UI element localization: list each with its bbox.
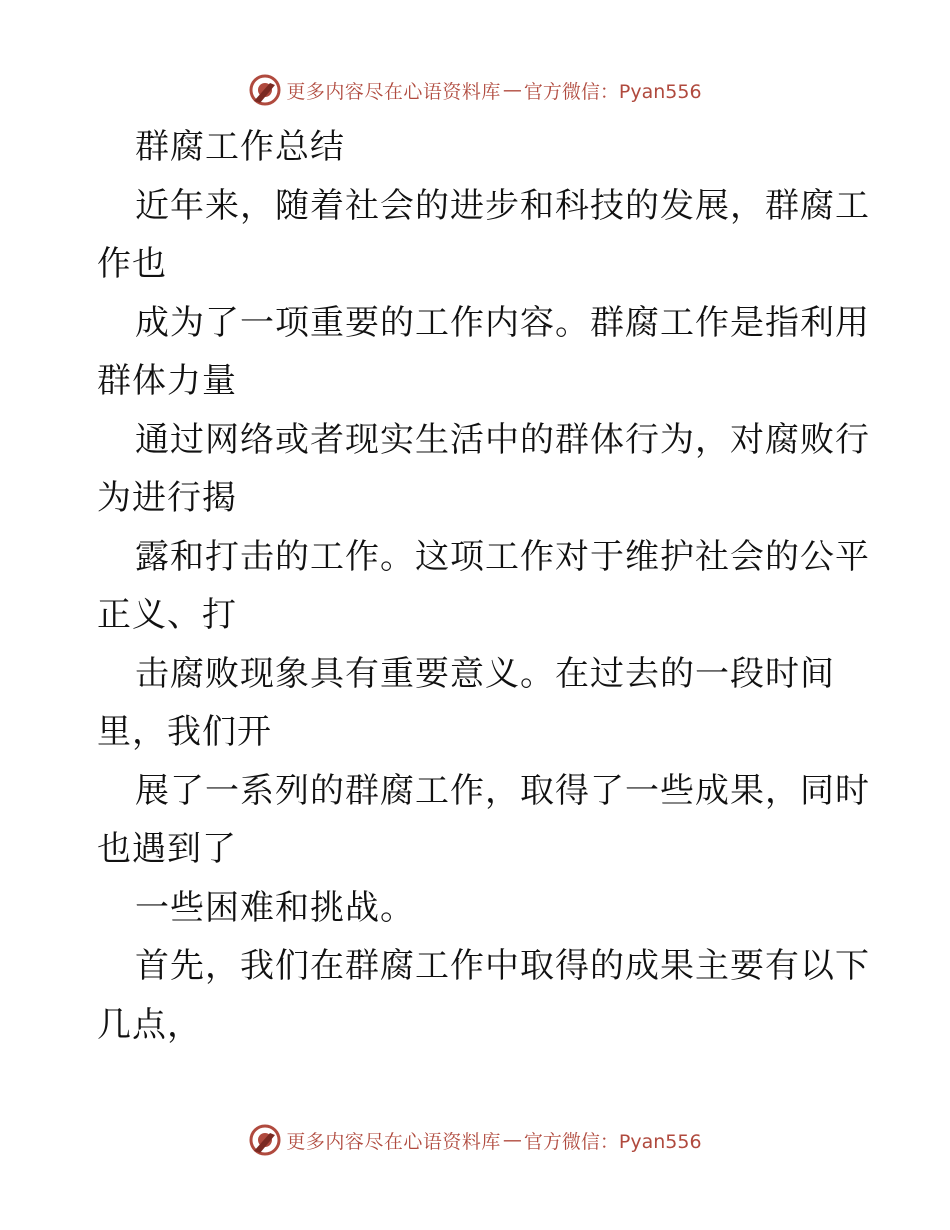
pen-logo-icon — [248, 1123, 282, 1157]
footer-wechat-text: 官方微信：Pyan556 — [523, 1130, 702, 1153]
header-wechat-text: 官方微信：Pyan556 — [523, 80, 702, 103]
text-line: 通过网络或者现实生活中的群体行为，对腐败行 — [135, 419, 870, 460]
text-line: 展了一系列的群腐工作，取得了一些成果，同时 — [135, 770, 870, 811]
footer-banner — [0, 1120, 950, 1160]
text-line: 作也 — [97, 244, 167, 284]
footer-brand-text: 更多内容尽在心语资料库 — [286, 1130, 501, 1153]
text-line: 里，我们开 — [97, 712, 272, 752]
text-line: 也遇到了 — [97, 829, 237, 869]
text-line: 击腐败现象具有重要意义。在过去的一段时间 — [135, 653, 835, 694]
text-line: 成为了一项重要的工作内容。群腐工作是指利用 — [135, 302, 870, 343]
text-line: 群体力量 — [97, 361, 237, 401]
text-line: 一些困难和挑战。 — [135, 887, 415, 928]
header-banner — [0, 70, 950, 110]
pen-logo-icon — [248, 73, 282, 107]
header-brand-text: 更多内容尽在心语资料库 — [286, 80, 501, 103]
document-title: 群腐工作总结 — [135, 127, 345, 167]
text-line: 正义、打 — [97, 595, 237, 635]
text-line: 几点， — [97, 1004, 202, 1045]
footer-dash: — — [502, 1129, 522, 1151]
header-dash: — — [502, 79, 522, 101]
document-body — [97, 118, 870, 1054]
text-line: 近年来，随着社会的进步和科技的发展，群腐工 — [135, 185, 870, 226]
text-line: 露和打击的工作。这项工作对于维护社会的公平 — [135, 536, 870, 577]
text-line: 为进行揭 — [97, 478, 237, 518]
text-line: 首先，我们在群腐工作中取得的成果主要有以下 — [135, 946, 870, 986]
